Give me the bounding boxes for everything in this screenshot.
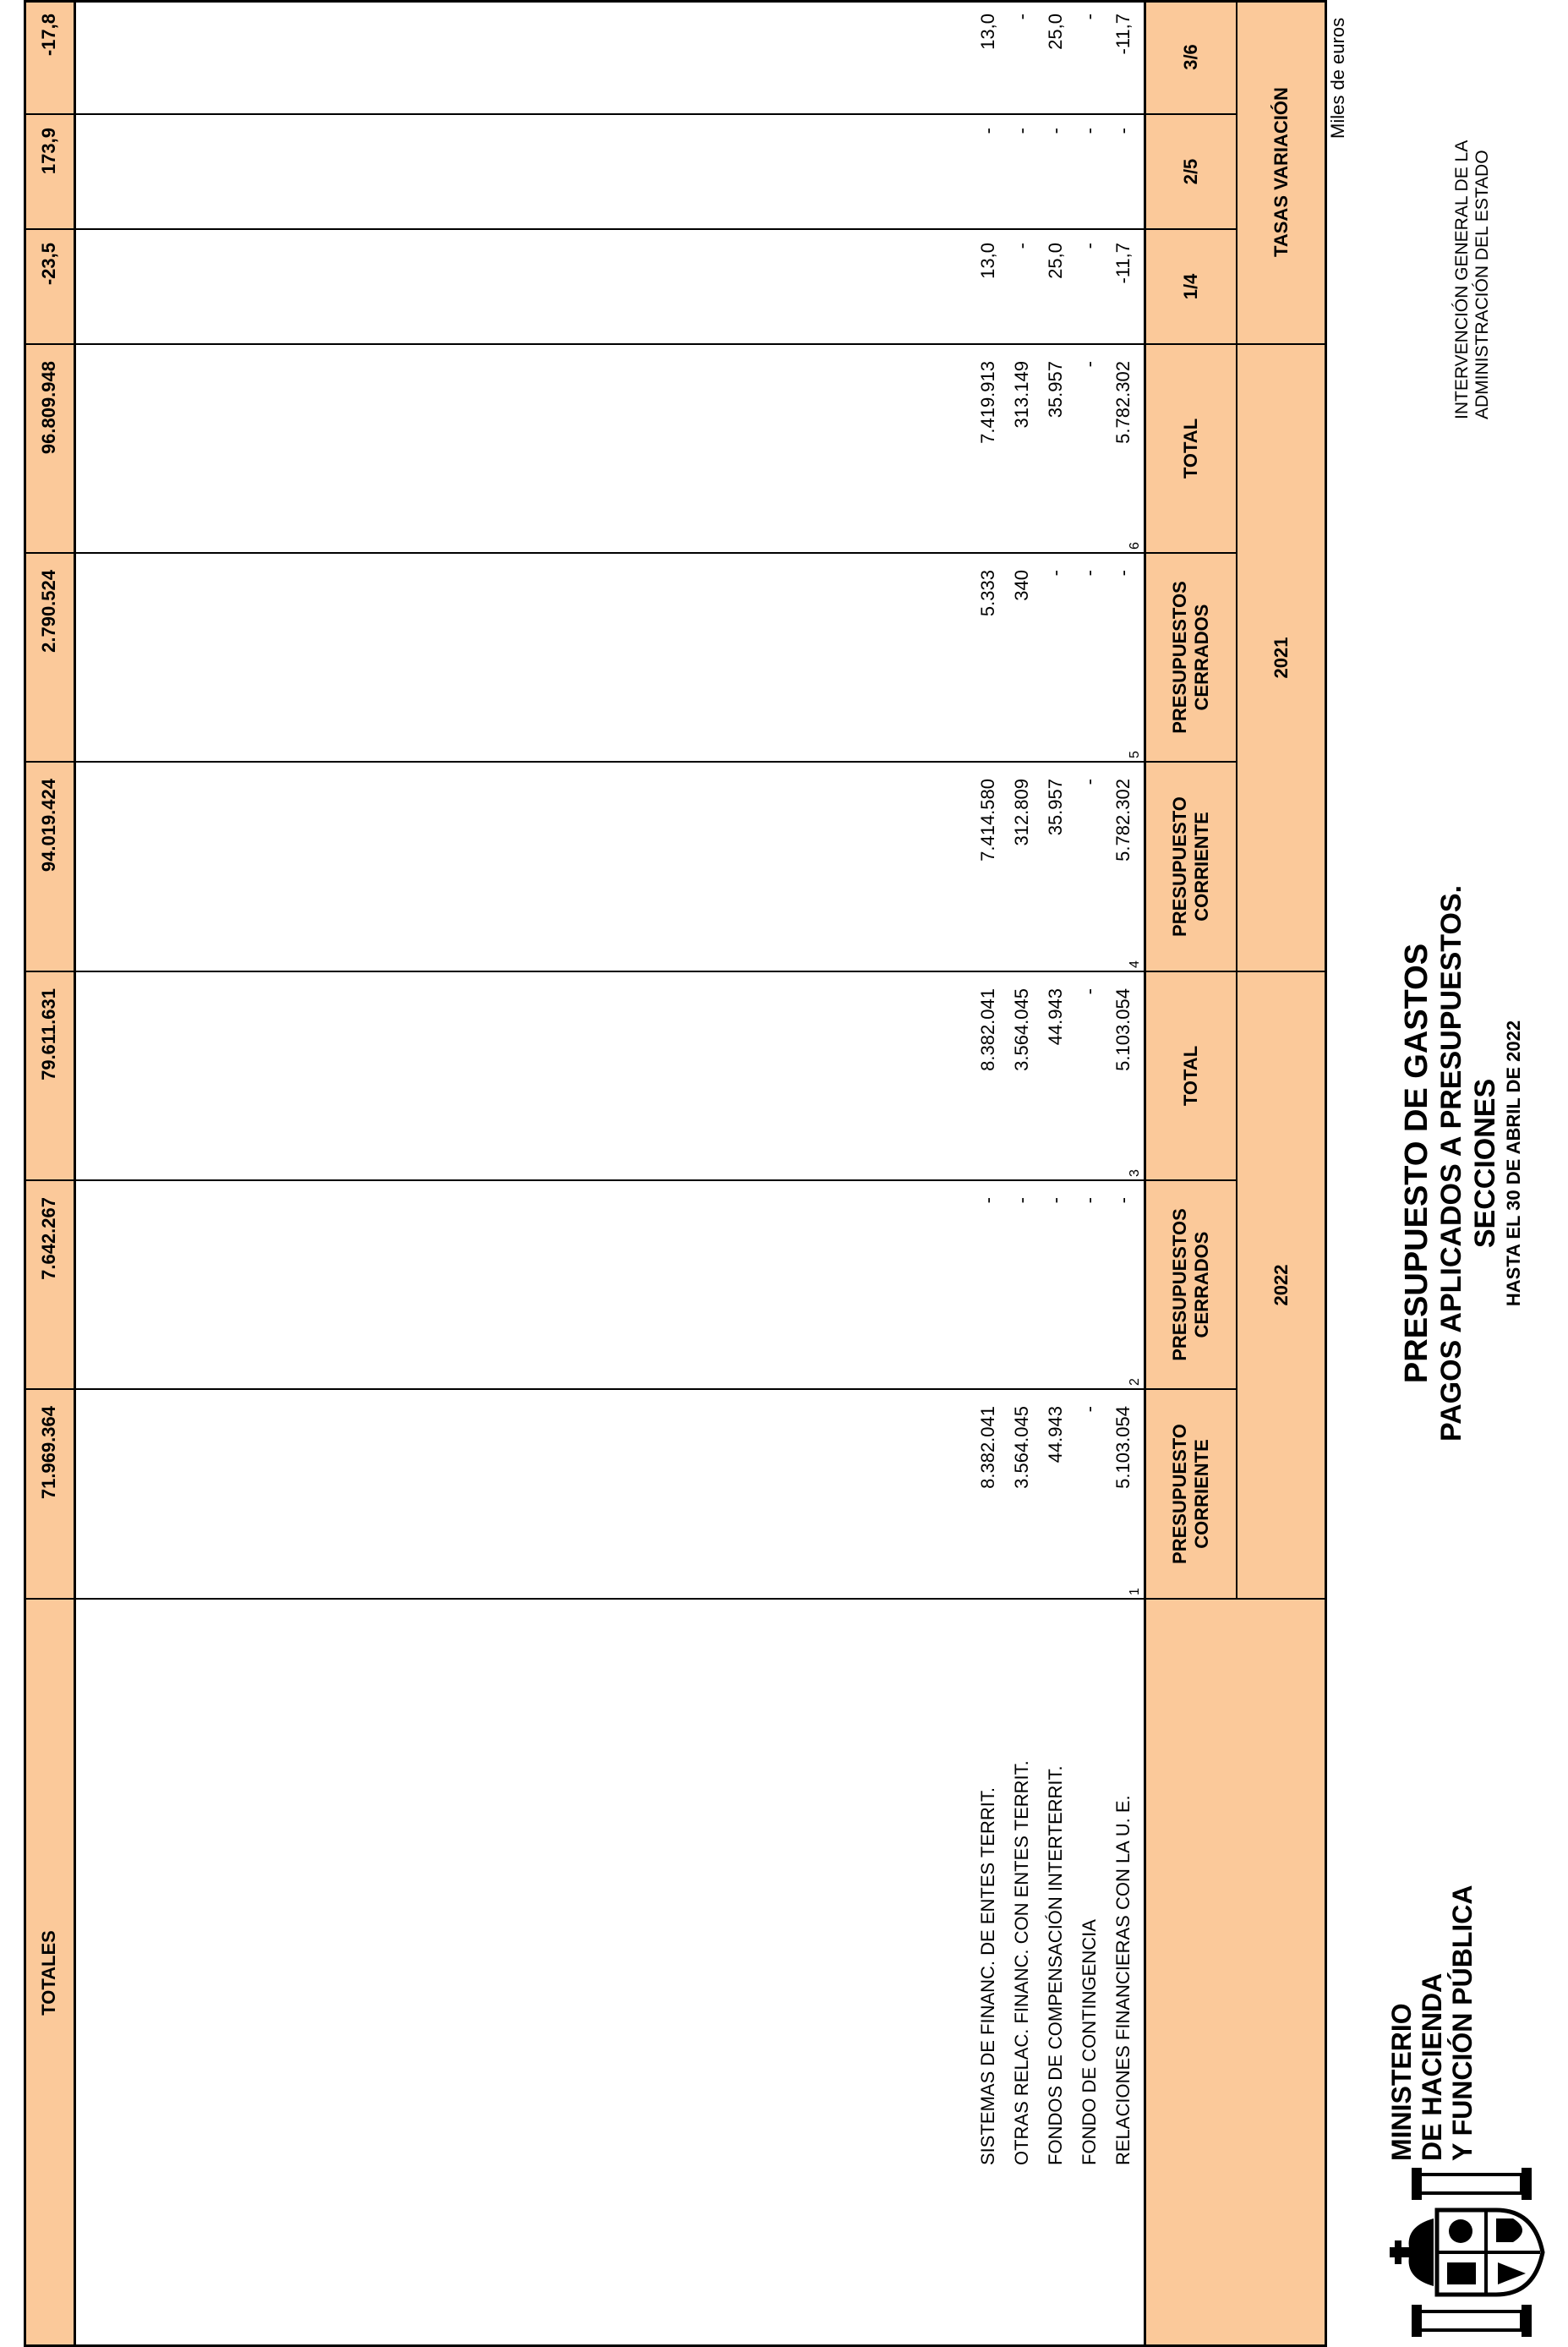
cell-value: 8.382.041: [977, 1406, 998, 1489]
total-value: 96.809.948: [38, 361, 59, 455]
table-border-bottom: [24, 0, 26, 2347]
cell-value: 25,0: [1045, 243, 1066, 279]
col-header-5: [1145, 553, 1237, 762]
total-value: 7.642.267: [38, 1197, 59, 1280]
total-value: -17,8: [38, 14, 59, 57]
col-header-8: [1145, 114, 1237, 229]
cell-value: 3.564.045: [1011, 1406, 1032, 1489]
totals-top-rule: [74, 0, 76, 2347]
cell-value: 5.103.054: [1112, 988, 1134, 1071]
col-header-9: [1145, 0, 1237, 114]
table-border-top: [1325, 0, 1327, 2347]
cell-value: -: [1011, 14, 1032, 20]
col-header-6: [1145, 344, 1237, 553]
cell-value: 25,0: [1045, 14, 1066, 50]
cell-value: -: [977, 1197, 998, 1204]
cell-value: 3.564.045: [1011, 988, 1032, 1071]
totals-label: [24, 1599, 74, 2347]
total-value: 2.790.524: [38, 570, 59, 653]
cell-value: 44.943: [1045, 988, 1066, 1046]
row-label: SISTEMAS DE FINANC. DE ENTES TERRIT.: [977, 1787, 998, 2165]
cell-value: -: [1011, 128, 1032, 134]
cell-value: 5.782.302: [1112, 361, 1134, 444]
units-label: Miles de euros: [1327, 17, 1348, 139]
label-header-cell: [1145, 1599, 1326, 2347]
report-subtitle: PAGOS APLICADOS A PRESUPUESTOS. SECCIONES: [1435, 884, 1501, 1442]
organization-name: INTERVENCIÓN GENERAL DE LA ADMINISTRACIÓN DEL ESTADO: [1452, 140, 1492, 419]
cell-value: -: [1079, 779, 1100, 785]
cell-value: 13,0: [977, 14, 998, 50]
total-value: 71.969.364: [38, 1406, 59, 1500]
cell-value: 313.149: [1011, 361, 1032, 429]
total-value: -23,5: [38, 243, 59, 286]
cell-value: 312.809: [1011, 779, 1032, 846]
cell-value: 35.957: [1045, 779, 1066, 836]
cell-value: -: [1045, 570, 1066, 577]
cell-value: 7.419.913: [977, 361, 998, 444]
cell-value: -: [1079, 243, 1100, 249]
table-border-right: [24, 0, 1327, 3]
col-header-1: [1145, 1389, 1237, 1599]
cell-value: -: [1079, 361, 1100, 368]
col-number-1: 1: [1128, 1588, 1142, 1595]
total-value: 173,9: [38, 128, 59, 175]
cell-value: -: [1112, 128, 1134, 134]
cell-value: 8.382.041: [977, 988, 998, 1071]
col-1-label: PRESUPUESTO CORRIENTE: [1169, 1424, 1212, 1564]
row-label: RELACIONES FINANCIERAS CON LA U. E.: [1112, 1795, 1134, 2165]
col-number-3: 3: [1128, 1169, 1142, 1177]
col-number-5: 5: [1128, 751, 1142, 758]
col-3-label: TOTAL: [1180, 1045, 1201, 1107]
cell-value: -: [1079, 128, 1100, 134]
group-header-rates: [1237, 0, 1326, 344]
cell-value: -: [1079, 570, 1100, 577]
cell-value: -: [1045, 1197, 1066, 1204]
row-label: FONDO DE CONTINGENCIA: [1079, 1919, 1100, 2165]
row-label: FONDOS DE COMPENSACIÓN INTERTERRIT.: [1045, 1765, 1066, 2165]
cell-value: -11,7: [1112, 243, 1134, 284]
cell-value: 13,0: [977, 243, 998, 279]
col-9-label: 3/6: [1180, 44, 1201, 70]
col-6-label: TOTAL: [1180, 418, 1201, 479]
cell-value: 340: [1011, 570, 1032, 601]
group-rule: [1236, 0, 1237, 1599]
col-header-2: [1145, 1180, 1237, 1389]
cell-value: -: [1112, 570, 1134, 577]
col-number-4: 4: [1128, 960, 1142, 968]
col-header-7: [1145, 229, 1237, 344]
cell-value: 44.943: [1045, 1406, 1066, 1463]
group-2021-label: 2021: [1270, 637, 1292, 679]
header-bottom-rule: [1144, 0, 1146, 2347]
col-header-3: [1145, 971, 1237, 1180]
row-label: OTRAS RELAC. FINANC. CON ENTES TERRIT.: [1011, 1760, 1032, 2165]
group-header-2021: [1237, 344, 1326, 971]
cell-value: 7.414.580: [977, 779, 998, 862]
cell-value: -: [1079, 1197, 1100, 1204]
report-title: PRESUPUESTO DE GASTOS: [1399, 943, 1434, 1384]
group-2022-label: 2022: [1270, 1264, 1292, 1306]
cell-value: -: [1045, 128, 1066, 134]
title-block: [1399, 825, 1526, 1502]
total-value: 94.019.424: [38, 779, 59, 873]
group-rates-label: TASAS VARIACIÓN: [1270, 87, 1292, 257]
cell-value: 35.957: [1045, 361, 1066, 419]
report-period: HASTA EL 30 DE ABRIL DE 2022: [1503, 1020, 1524, 1307]
cell-value: -: [1079, 14, 1100, 20]
cell-value: 5.333: [977, 570, 998, 617]
col-4-label: PRESUPUESTO CORRIENTE: [1169, 796, 1212, 937]
cell-value: -: [1011, 1197, 1032, 1204]
cell-value: 5.782.302: [1112, 779, 1134, 862]
group-header-2022: [1237, 971, 1326, 1599]
total-value: 79.611.631: [38, 988, 59, 1080]
cell-value: 5.103.054: [1112, 1406, 1134, 1489]
coat-of-arms-logo: [1386, 2168, 1555, 2337]
col-2-label: PRESUPUESTOS CERRADOS: [1169, 1208, 1212, 1361]
col-number-6: 6: [1128, 542, 1142, 550]
cell-value: -: [1011, 243, 1032, 249]
cell-value: -: [1079, 988, 1100, 995]
cell-value: -: [1079, 1406, 1100, 1413]
col-7-label: 1/4: [1180, 273, 1201, 300]
cell-value: -: [977, 128, 998, 134]
col-header-4: [1145, 762, 1237, 971]
cell-value: -: [1112, 1197, 1134, 1204]
col-number-2: 2: [1128, 1378, 1142, 1386]
cell-value: -11,7: [1112, 14, 1134, 55]
col-8-label: 2/5: [1180, 158, 1201, 185]
totals-label-text: TOTALES: [38, 1930, 59, 2016]
ministry-name: MINISTERIO DE HACIENDA Y FUNCIÓN PÚBLICA: [1386, 1885, 1478, 2161]
col-5-label: PRESUPUESTOS CERRADOS: [1169, 581, 1212, 734]
